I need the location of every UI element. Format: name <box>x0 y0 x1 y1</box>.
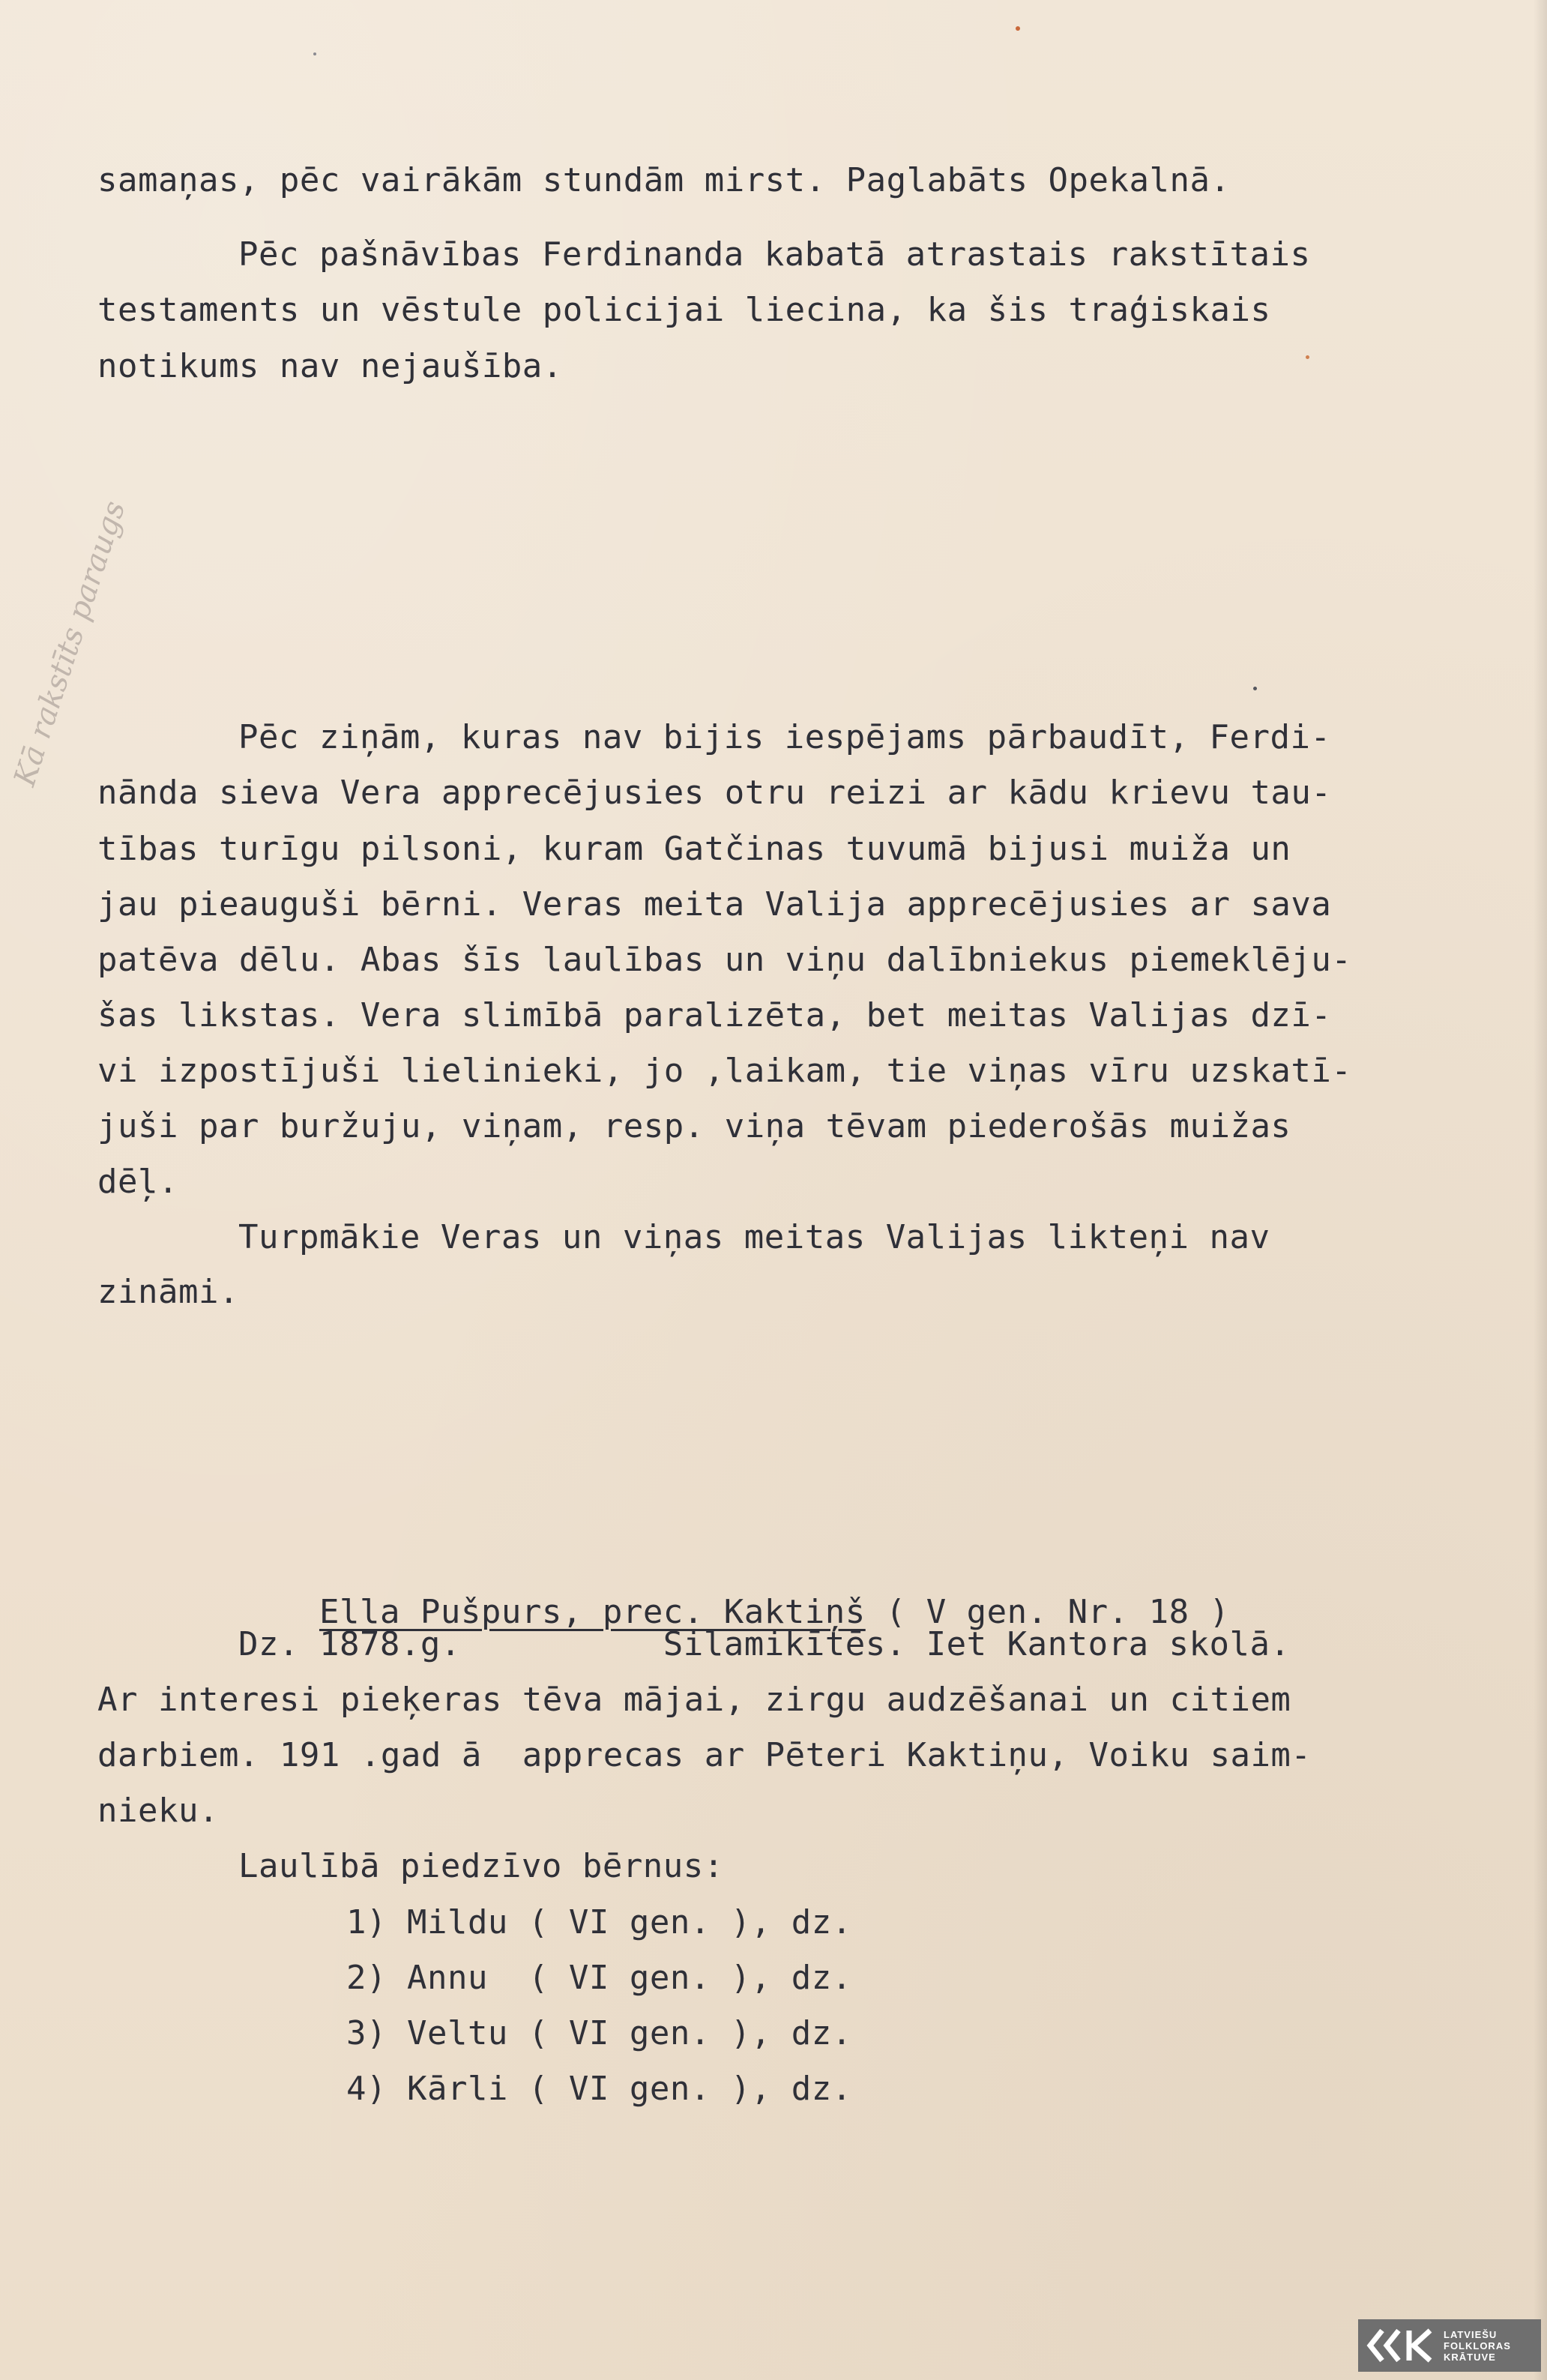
paper-speck <box>1253 687 1257 690</box>
heading-generation: ( V gen. Nr. 18 ) <box>865 1593 1230 1631</box>
paper-speck <box>313 52 316 55</box>
text-line: šas likstas. Vera slimībā paralizēta, bet meitas Valijas dzī- <box>97 996 1332 1034</box>
text-line: notikums nav nejaušība. <box>97 347 563 385</box>
text-line: samaņas, pēc vairākām stundām mirst. Paglabāts Opekalnā. <box>97 161 1231 199</box>
text-line: dēļ. <box>97 1163 178 1201</box>
list-item: 3) Veltu ( VI gen. ), dz. <box>346 2014 852 2052</box>
margin-handwritten-note: Kā rakstīts paraugs <box>7 496 133 791</box>
text-line: vi izpostījuši lielinieki, jo ,laikam, tie viņas vīru uzskatī- <box>97 1052 1352 1090</box>
text-line: Pēc ziņām, kuras nav bijis iespējams pārbaudīt, Ferdi- <box>238 718 1331 756</box>
text-line: Dz. 1878.g. Silamikītēs. Iet Kantora skolā. <box>238 1625 1291 1663</box>
list-item: 4) Kārli ( VI gen. ), dz. <box>346 2070 852 2108</box>
text-line: nānda sieva Vera apprecējusies otru reizi ar kādu krievu tau- <box>97 774 1332 812</box>
page-edge-shadow <box>1534 0 1547 2380</box>
text-line: juši par buržuju, viņam, resp. viņa tēvam piederošās muižas <box>97 1107 1291 1145</box>
paper-speck <box>1016 26 1020 31</box>
text-line: tības turīgu pilsoni, kuram Gatčinas tuvumā bijusi muiža un <box>97 830 1291 868</box>
text-line: Ar interesi pieķeras tēva mājai, zirgu audzēšanai un citiem <box>97 1681 1291 1719</box>
list-item: 1) Mildu ( VI gen. ), dz. <box>346 1903 852 1941</box>
paper-speck <box>1306 355 1309 359</box>
lfk-logo-icon <box>1366 2326 1438 2365</box>
heading-person-name: Ella Pušpurs, prec. Kaktiņš <box>319 1593 866 1631</box>
archive-logo-text: LATVIEŠU FOLKLORAS KRĀTUVE <box>1444 2328 1511 2363</box>
text-line: zināmi. <box>97 1273 239 1311</box>
text-line: patēva dēlu. Abas šīs laulības un viņu dalībniekus piemeklēju- <box>97 941 1352 979</box>
text-line: jau pieauguši bērni. Veras meita Valija apprecējusies ar sava <box>97 885 1332 924</box>
list-item: 2) Annu ( VI gen. ), dz. <box>346 1959 852 1997</box>
text-line: darbiem. 191 .gad ā apprecas ar Pēteri Kaktiņu, Voiku saim- <box>97 1736 1312 1774</box>
archive-logo <box>1358 2319 1541 2372</box>
text-line: Pēc pašnāvības Ferdinanda kabatā atrastais rakstītais <box>238 235 1311 274</box>
text-line: testaments un vēstule policijai liecina, ka šis traģiskais <box>97 291 1271 329</box>
text-line: Turpmākie Veras un viņas meitas Valijas likteņi nav <box>238 1218 1270 1256</box>
text-line: Laulībā piedzīvo bērnus: <box>238 1847 724 1885</box>
text-line: nieku. <box>97 1792 219 1830</box>
